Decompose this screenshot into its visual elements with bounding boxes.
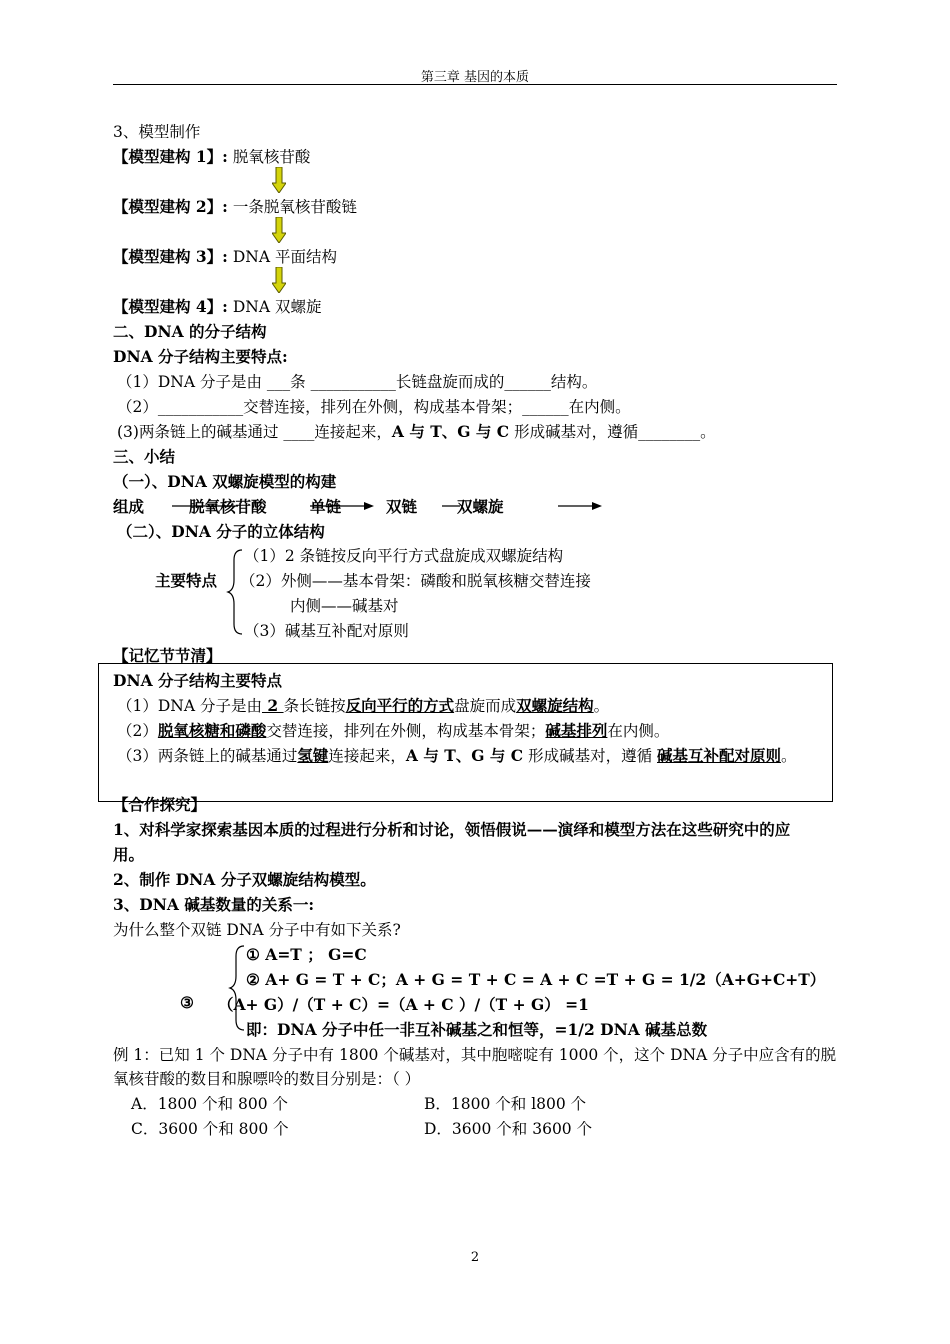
relation-2: ② A+ G = T + C；A + G = T + C = A + C =T + G = 1/2（A+G+C+T）: [246, 970, 826, 989]
part2-heading: 二、DNA 的分子结构: [113, 322, 267, 341]
coop-p1b: 用。: [113, 845, 145, 864]
coop-question: 为什么整个双链 DNA 分子中有如下关系?: [113, 921, 401, 939]
feature-1: （1）2 条链按反向平行方式盘旋成双螺旋结构: [244, 547, 564, 565]
feature-label: 主要特点: [155, 571, 218, 590]
relation-3: （A+ G）/（T + C）=（A + C ）/（T + G） =1: [218, 995, 589, 1014]
relation-3-label: ③: [180, 993, 194, 1012]
model-step-2: 【模型建构 2】: 一条脱氧核苷酸链: [113, 197, 357, 216]
coop-p2: 2、制作 DNA 分子双螺旋结构模型。: [113, 870, 376, 889]
feature-2: （2）外侧——基本骨架：磷酸和脱氧核糖交替连接: [240, 572, 591, 590]
option-c: C．3600 个和 800 个: [131, 1120, 289, 1138]
coop-p3: 3、DNA 碱基数量的关系一:: [113, 895, 315, 914]
flow-start: 组成: [113, 497, 145, 516]
flow-arrowhead-2: [364, 502, 374, 510]
relation-4: 即：DNA 分子中任一非互补碱基之和恒等，=1/2 DNA 碱基总数: [246, 1020, 708, 1039]
option-b: B．1800 个和 l800 个: [424, 1095, 587, 1113]
part2-line-1: （1）DNA 分子是由 ___条 ___________长链盘旋而成的______结构。: [117, 373, 598, 391]
flow-arrows: [168, 497, 608, 515]
feature-2-inner: 内侧——碱基对: [290, 597, 399, 615]
option-d: D．3600 个和 3600 个: [424, 1120, 593, 1138]
memory-heading: 【记忆节节清】: [113, 646, 222, 665]
model-step-3: 【模型建构 3】: DNA 平面结构: [113, 247, 337, 266]
part2-line-2: （2）___________交替连接，排列在外侧，构成基本骨架；______在内侧。: [117, 398, 631, 416]
example-line-2: 氧核苷酸的数目和腺嘌呤的数目分别是：（ ）: [113, 1070, 421, 1088]
model-step-4: 【模型建构 4】: DNA 双螺旋: [113, 297, 322, 316]
part3-heading: 三、小结: [113, 447, 176, 466]
coop-p1a: 1、对科学家探索基因本质的过程进行分析和讨论，领悟假说——演绎和模型方法在这些研究中的应: [113, 820, 791, 839]
flow-node-3: 双链: [386, 497, 418, 516]
left-brace-2: [228, 944, 248, 1032]
arrow-down-icon: [272, 167, 286, 193]
arrow-down-icon: [272, 217, 286, 243]
memory-line-2: （2）脱氧核糖和磷酸交替连接，排列在外侧，构成基本骨架；碱基排列在内侧。: [117, 721, 670, 740]
memory-line-3: （3）两条链上的碱基通过氢键连接起来，A 与 T、G 与 C 形成碱基对，遵循 碱基互补配对原则。: [117, 746, 797, 765]
part3-sub2: （二）、DNA 分子的立体结构: [117, 522, 325, 541]
model-step-1: 【模型建构 1】: 脱氧核苷酸: [113, 147, 311, 166]
header-rule: [113, 84, 837, 85]
relation-1: ① A=T ； G=C: [246, 945, 367, 964]
memory-title: DNA 分子结构主要特点: [113, 671, 283, 690]
flow-node-1: 脱氧核苷酸: [189, 497, 267, 516]
flow-node-4: 双螺旋: [457, 497, 504, 516]
part2-line-3: (3)两条链上的碱基通过 ____连接起来，A 与 T、G 与 C 形成碱基对，遵循________。: [117, 422, 716, 441]
part3-sub1: （一）、DNA 双螺旋模型的构建: [113, 472, 337, 491]
section3-heading: 3、模型制作: [113, 123, 201, 141]
coop-heading: 【合作探究】: [113, 795, 207, 814]
part2-subheading: DNA 分子结构主要特点:: [113, 347, 288, 366]
arrow-down-icon: [272, 267, 286, 293]
feature-3: （3）碱基互补配对原则: [244, 622, 409, 640]
left-brace: [226, 548, 246, 636]
flow-node-2: 单链: [310, 497, 342, 516]
option-a: A．1800 个和 800 个: [131, 1095, 289, 1113]
example-line-1: 例 1：已知 1 个 DNA 分子中有 1800 个碱基对，其中胞嘧啶有 1000 个，这个 DNA 分子中应含有的脱: [113, 1046, 837, 1064]
page-number: 2: [470, 1250, 480, 1265]
flow-arrowhead-4: [592, 502, 602, 510]
memory-line-1: （1）DNA 分子是由 2 条长链按反向平行的方式盘旋而成双螺旋结构。: [117, 696, 610, 715]
page-header: 第三章 基因的本质: [420, 70, 530, 85]
